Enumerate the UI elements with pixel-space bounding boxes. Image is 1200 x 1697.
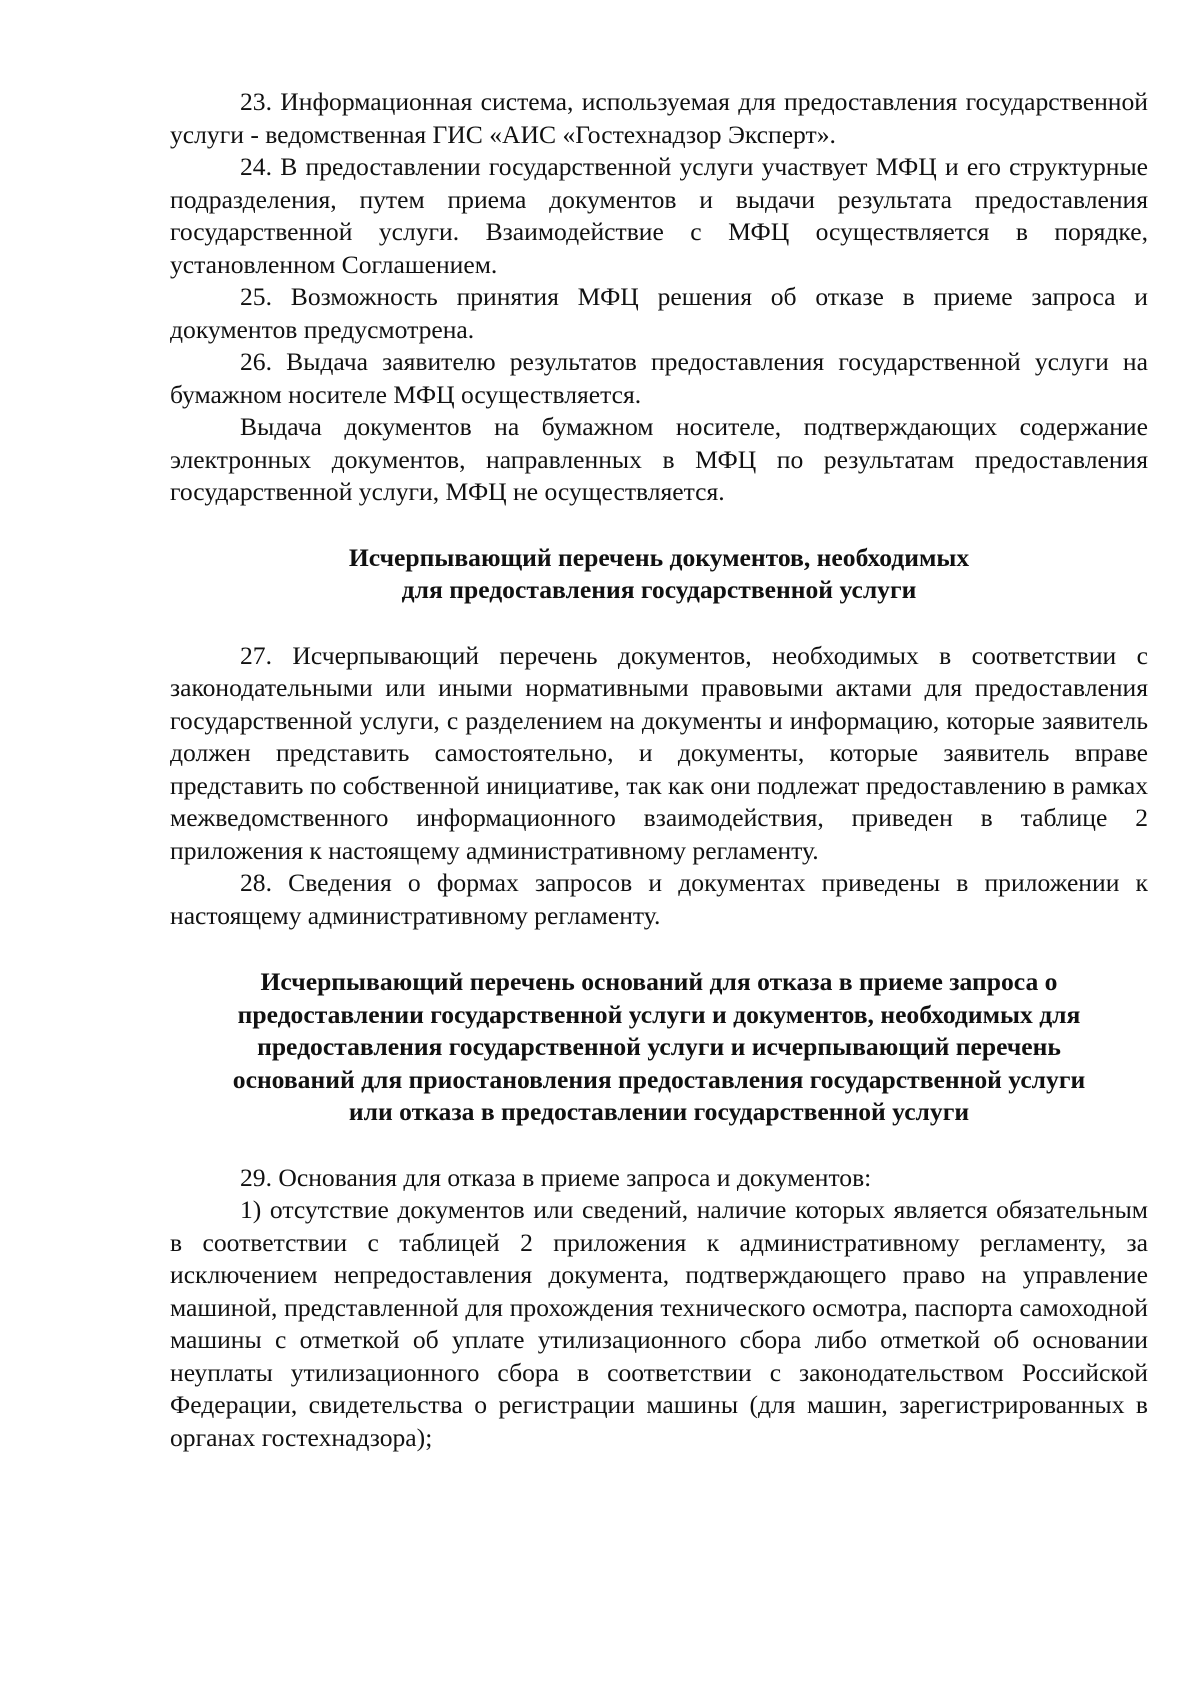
- paragraph-29-item-1: 1) отсутствие документов или сведений, наличие которых является обязательным в соответствии с таблицей 2 приложения к административному регламенту, за исключением непредоставления документа, подтверждающего право на управление машиной, представленной для прохождения технического осмотра, паспорта самоходной машины с отметкой об уплате утилизационного сбора либо отметкой об основании неуплаты утилизационного сбора в соответствии с законодательством Российской Федерации, свидетельства о регистрации машины (для машин, зарегистрированных в органах гостехнадзора);: [170, 1195, 1148, 1452]
- paragraph-26-continued: Выдача документов на бумажном носителе, подтверждающих содержание электронных документов, направленных в МФЦ по результатам предоставления государственной услуги, МФЦ не осуществляется.: [170, 412, 1148, 506]
- heading-line: предоставлении государственной услуги и документов, необходимых для: [237, 999, 1081, 1029]
- heading-line: Исчерпывающий перечень документов, необходимых: [348, 542, 970, 572]
- section-heading-documents: [170, 542, 1148, 607]
- paragraph-26: 26. Выдача заявителю результатов предоставления государственной услуги на бумажном носителе МФЦ осуществляется.: [170, 347, 1148, 409]
- paragraph-29: 29. Основания для отказа в приеме запроса и документов:: [240, 1162, 872, 1192]
- paragraph-27: 27. Исчерпывающий перечень документов, необходимых в соответствии с законодательными или иными нормативными правовыми актами для предоставления государственной услуги, с разделением на документы и информацию, которые заявитель должен представить самостоятельно, и документы, которые заявитель вправе представить по собственной инициативе, так как они подлежат предоставлению в рамках межведомственного информационного взаимодействия, приведен в таблице 2 приложения к настоящему административному регламенту.: [170, 640, 1148, 865]
- heading-line: Исчерпывающий перечень оснований для отказа в приеме запроса о: [260, 967, 1058, 996]
- heading-line: для предоставления государственной услуги: [401, 575, 917, 604]
- paragraph-25: 25. Возможность принятия МФЦ решения об отказе в приеме запроса и документов предусмотрена.: [170, 282, 1148, 344]
- heading-line: предоставления государственной услуги и исчерпывающий перечень: [257, 1032, 1061, 1061]
- paragraph-23: 23. Информационная система, используемая для предоставления государственной услуги - ведомственная ГИС «АИС «Гостехнадзор Эксперт».: [170, 87, 1148, 149]
- paragraph-24: 24. В предоставлении государственной услуги участвует МФЦ и его структурные подразделения, путем приема документов и выдачи результата предоставления государственной услуги. Взаимодействие с МФЦ осуществляется в порядке, установленном Соглашением.: [170, 152, 1148, 279]
- heading-line: оснований для приостановления предоставления государственной услуги: [232, 1064, 1086, 1094]
- section-heading-refusal-grounds: [170, 966, 1148, 1129]
- heading-line: или отказа в предоставлении государственной услуги: [348, 1097, 970, 1126]
- paragraph-28: 28. Сведения о формах запросов и документах приведены в приложении к настоящему административному регламенту.: [170, 868, 1148, 930]
- document-page: [170, 86, 1148, 1454]
